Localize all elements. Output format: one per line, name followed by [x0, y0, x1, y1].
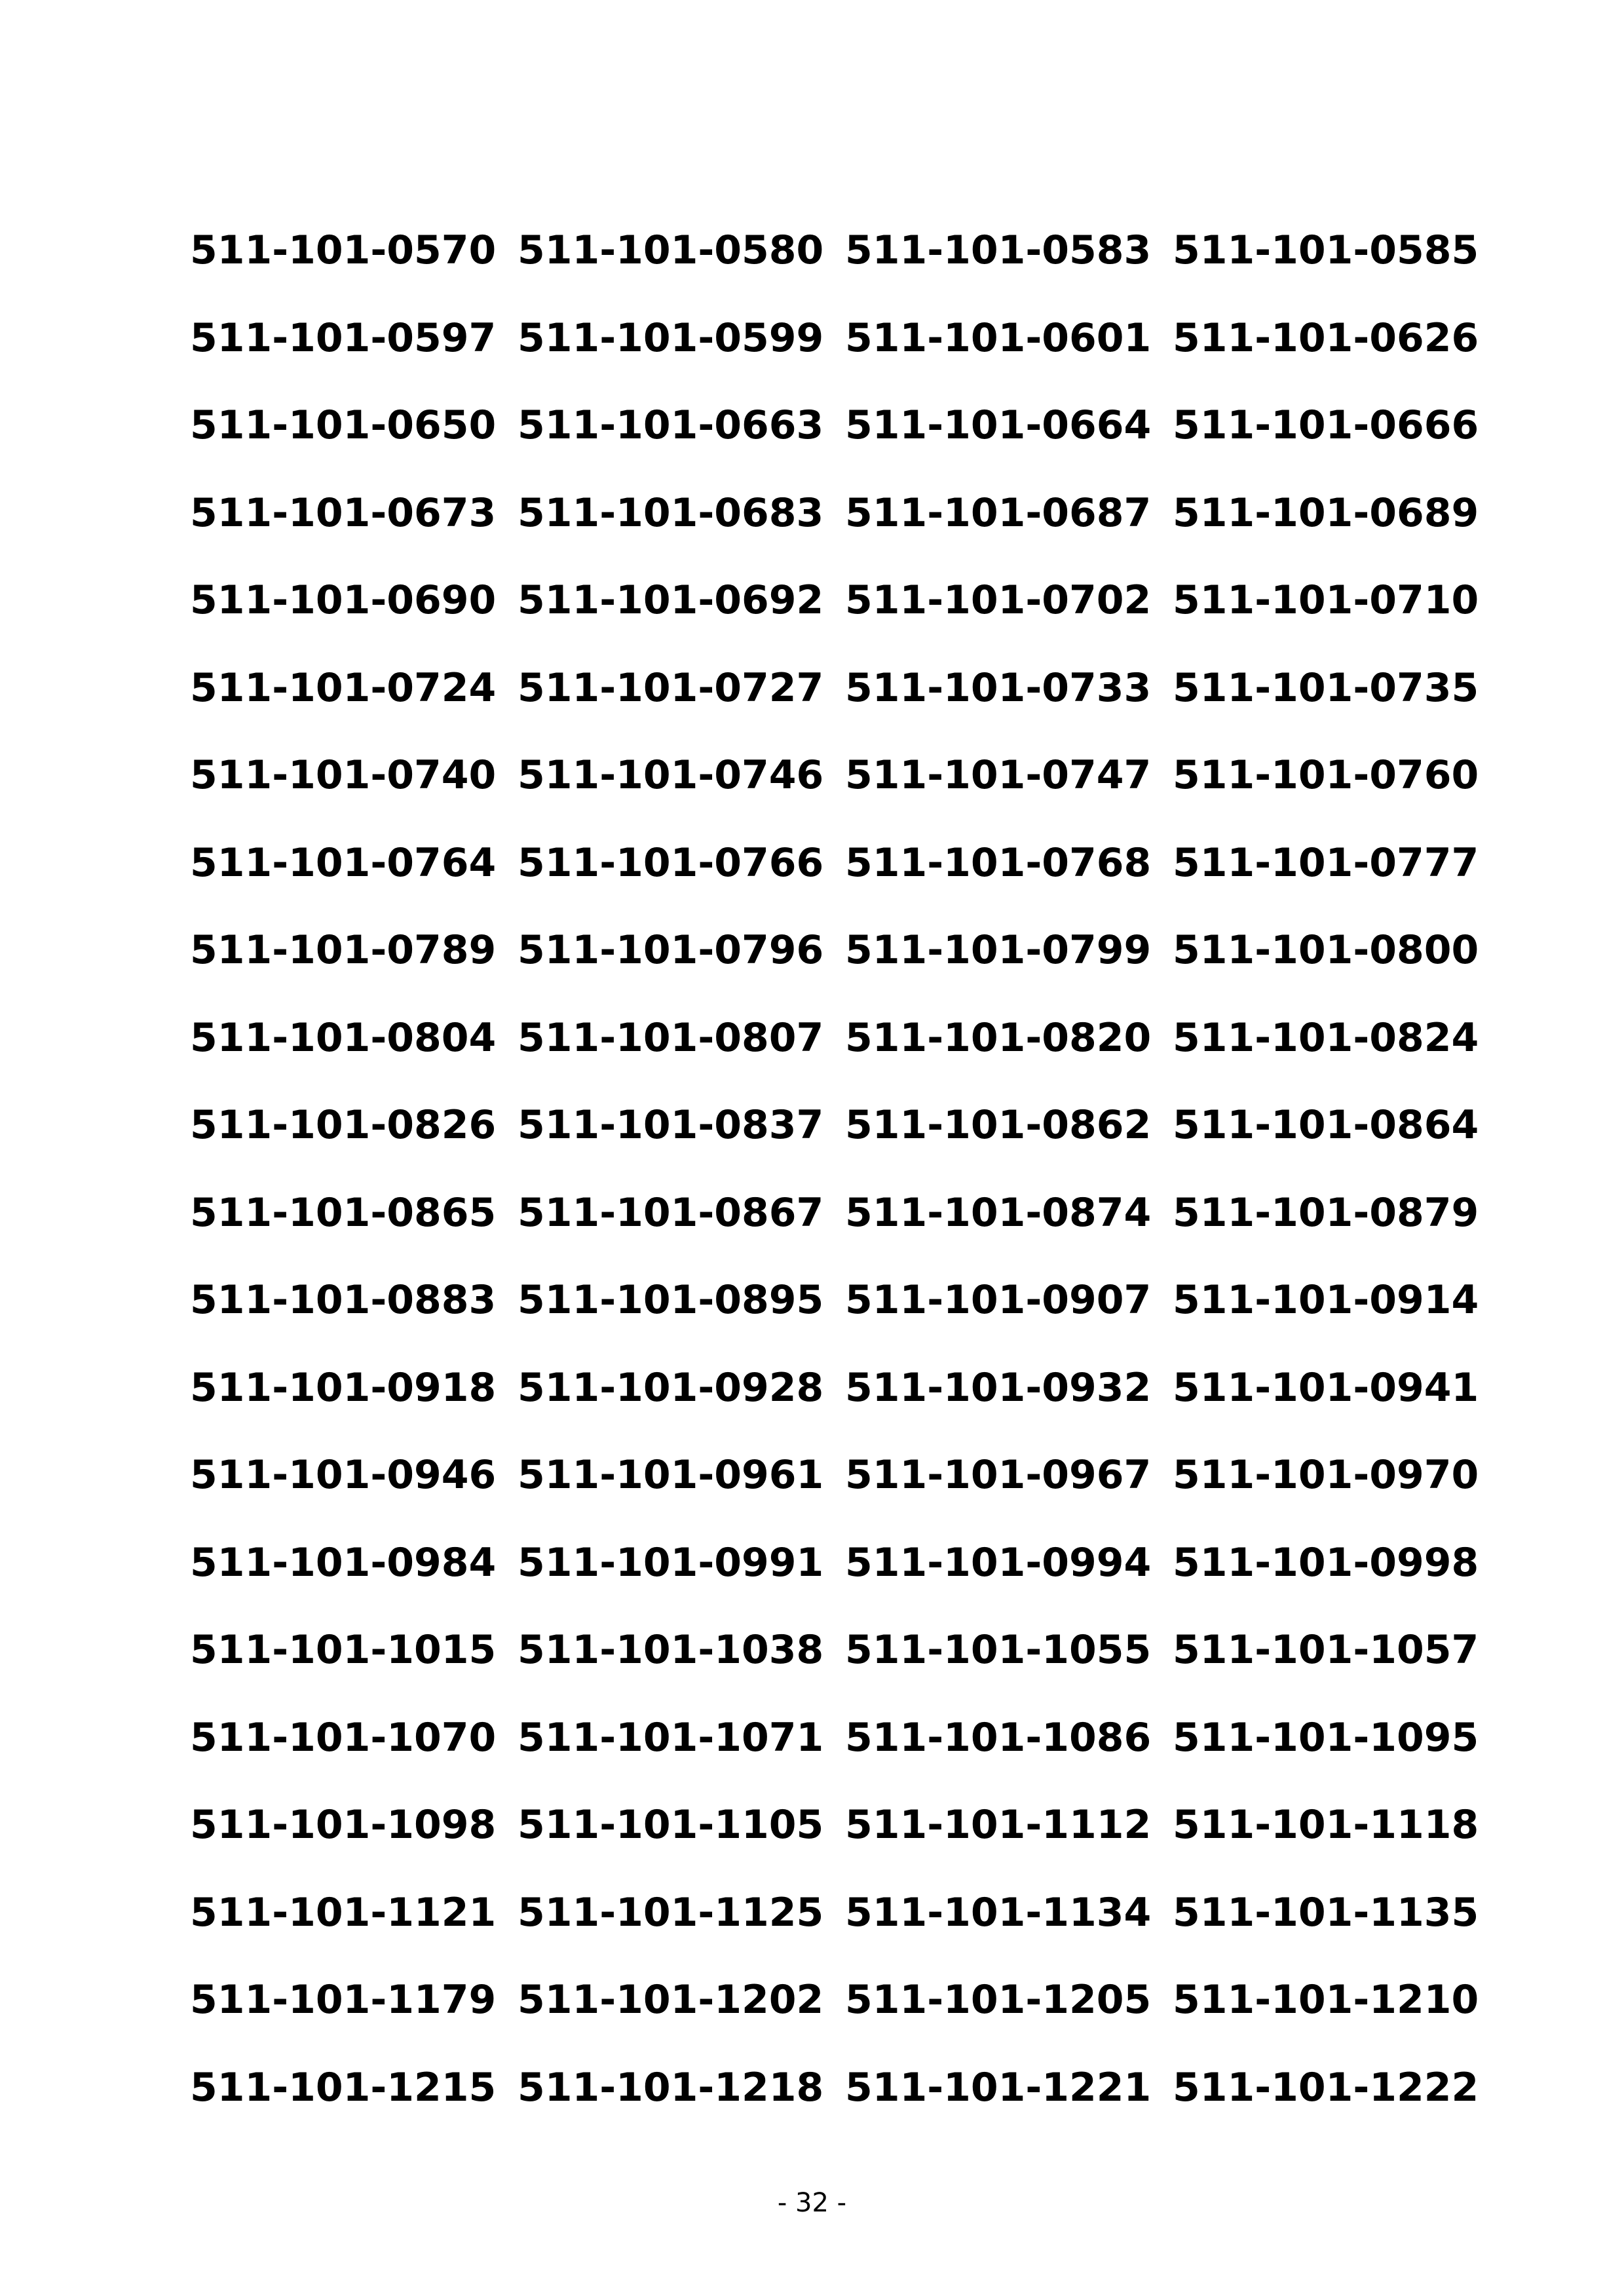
code-entry: 511-101-0777: [1173, 839, 1479, 886]
code-entry: 511-101-0800: [1173, 927, 1479, 973]
code-entry: 511-101-0804: [190, 1014, 497, 1061]
code-entry: 511-101-0984: [190, 1539, 497, 1586]
code-entry: 511-101-0799: [845, 927, 1152, 973]
code-entry: 511-101-1218: [518, 2064, 824, 2111]
code-entry: 511-101-0928: [518, 1364, 824, 1411]
code-entry: 511-101-0690: [190, 577, 497, 623]
code-entry: 511-101-1071: [518, 1714, 824, 1761]
code-entry: 511-101-0826: [190, 1102, 497, 1148]
code-entry: 511-101-0626: [1173, 315, 1479, 361]
code-entry: 511-101-0597: [190, 315, 497, 361]
code-entry: 511-101-1221: [845, 2064, 1152, 2111]
code-entry: 511-101-1135: [1173, 1889, 1479, 1936]
code-entry: 511-101-0867: [518, 1189, 824, 1236]
code-entry: 511-101-1222: [1173, 2064, 1479, 2111]
code-entry: 511-101-1179: [190, 1977, 497, 2023]
code-entry: 511-101-1205: [845, 1977, 1152, 2023]
code-entry: 511-101-0702: [845, 577, 1152, 623]
page-number: - 32 -: [777, 2188, 847, 2218]
code-entry: 511-101-0918: [190, 1364, 497, 1411]
code-entry: 511-101-0735: [1173, 664, 1479, 711]
code-entry: 511-101-1086: [845, 1714, 1152, 1761]
code-entry: 511-101-0837: [518, 1102, 824, 1148]
code-entry: 511-101-0932: [845, 1364, 1152, 1411]
code-entry: 511-101-0687: [845, 489, 1152, 536]
code-entry: 511-101-1202: [518, 1977, 824, 2023]
code-grid: [190, 223, 1500, 2147]
code-entry: 511-101-0862: [845, 1102, 1152, 1148]
code-entry: 511-101-0874: [845, 1189, 1152, 1236]
code-entry: 511-101-0710: [1173, 577, 1479, 623]
code-entry: 511-101-0727: [518, 664, 824, 711]
code-entry: 511-101-0961: [518, 1452, 824, 1498]
code-entry: 511-101-0967: [845, 1452, 1152, 1498]
code-entry: 511-101-0733: [845, 664, 1152, 711]
code-entry: 511-101-1055: [845, 1627, 1152, 1673]
code-entry: 511-101-0673: [190, 489, 497, 536]
code-entry: 511-101-0883: [190, 1277, 497, 1323]
code-entry: 511-101-0583: [845, 227, 1152, 273]
code-entry: 511-101-0865: [190, 1189, 497, 1236]
code-entry: 511-101-1098: [190, 1802, 497, 1848]
code-entry: 511-101-0599: [518, 315, 824, 361]
code-entry: 511-101-1057: [1173, 1627, 1479, 1673]
code-entry: 511-101-0998: [1173, 1539, 1479, 1586]
code-entry: 511-101-0946: [190, 1452, 497, 1498]
code-entry: 511-101-0747: [845, 752, 1152, 798]
code-entry: 511-101-0994: [845, 1539, 1152, 1586]
code-entry: 511-101-0768: [845, 839, 1152, 886]
code-entry: 511-101-0692: [518, 577, 824, 623]
code-entry: 511-101-0683: [518, 489, 824, 536]
code-entry: 511-101-0764: [190, 839, 497, 886]
code-entry: 511-101-0941: [1173, 1364, 1479, 1411]
code-entry: 511-101-0570: [190, 227, 497, 273]
code-entry: 511-101-1215: [190, 2064, 497, 2111]
code-entry: 511-101-0895: [518, 1277, 824, 1323]
code-entry: 511-101-0689: [1173, 489, 1479, 536]
code-entry: 511-101-0914: [1173, 1277, 1479, 1323]
code-entry: 511-101-1134: [845, 1889, 1152, 1936]
code-entry: 511-101-1210: [1173, 1977, 1479, 2023]
code-entry: 511-101-1105: [518, 1802, 824, 1848]
code-entry: 511-101-0907: [845, 1277, 1152, 1323]
code-entry: 511-101-0789: [190, 927, 497, 973]
code-entry: 511-101-1118: [1173, 1802, 1479, 1848]
code-entry: 511-101-0724: [190, 664, 497, 711]
code-entry: 511-101-0663: [518, 402, 824, 448]
code-entry: 511-101-0864: [1173, 1102, 1479, 1148]
code-entry: 511-101-1121: [190, 1889, 497, 1936]
code-entry: 511-101-0820: [845, 1014, 1152, 1061]
code-entry: 511-101-0664: [845, 402, 1152, 448]
code-entry: 511-101-0585: [1173, 227, 1479, 273]
code-entry: 511-101-0796: [518, 927, 824, 973]
code-entry: 511-101-0580: [518, 227, 824, 273]
code-entry: 511-101-0991: [518, 1539, 824, 1586]
code-entry: 511-101-0879: [1173, 1189, 1479, 1236]
code-entry: 511-101-0746: [518, 752, 824, 798]
code-entry: 511-101-1015: [190, 1627, 497, 1673]
code-entry: 511-101-0807: [518, 1014, 824, 1061]
code-entry: 511-101-0760: [1173, 752, 1479, 798]
code-entry: 511-101-1112: [845, 1802, 1152, 1848]
code-entry: 511-101-0601: [845, 315, 1152, 361]
code-entry: 511-101-0766: [518, 839, 824, 886]
code-entry: 511-101-1095: [1173, 1714, 1479, 1761]
code-entry: 511-101-0970: [1173, 1452, 1479, 1498]
code-entry: 511-101-0740: [190, 752, 497, 798]
code-entry: 511-101-0650: [190, 402, 497, 448]
code-entry: 511-101-1038: [518, 1627, 824, 1673]
code-entry: 511-101-1070: [190, 1714, 497, 1761]
code-entry: 511-101-0824: [1173, 1014, 1479, 1061]
code-entry: 511-101-1125: [518, 1889, 824, 1936]
code-entry: 511-101-0666: [1173, 402, 1479, 448]
